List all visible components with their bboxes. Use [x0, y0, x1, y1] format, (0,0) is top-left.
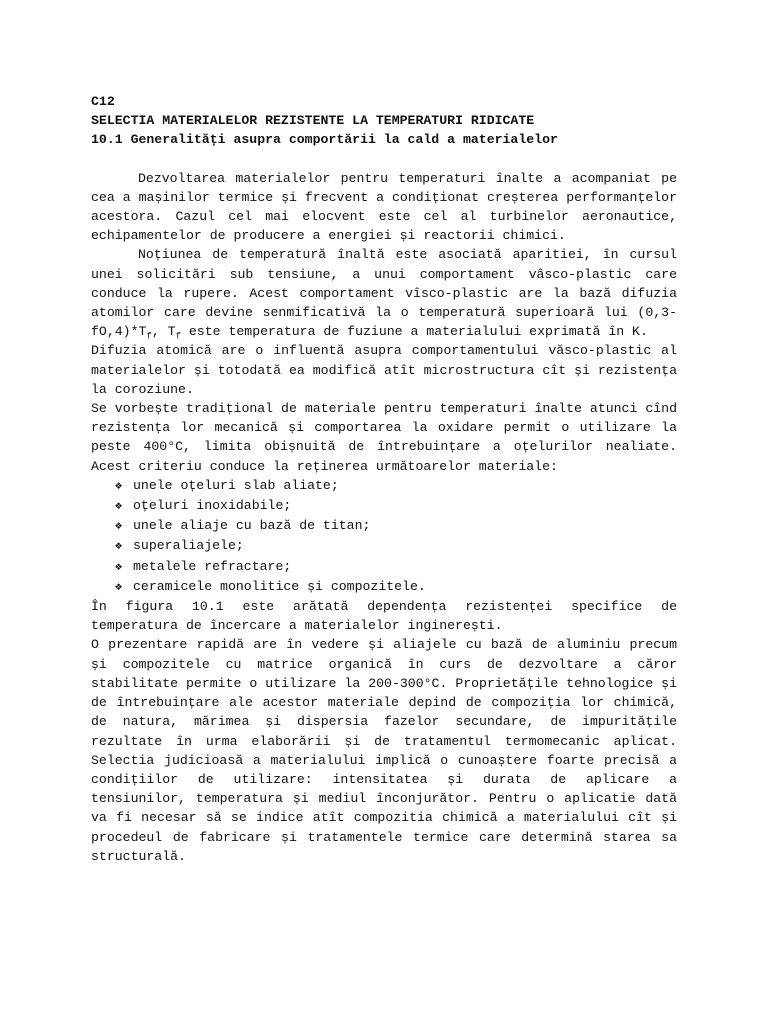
bullet-diamond-icon: ❖ [115, 579, 123, 594]
subscript: f [146, 331, 152, 342]
list-item-label: superaliajele; [133, 538, 244, 554]
list-item [115, 516, 677, 536]
list-item-label: oțeluri inoxidabile; [133, 498, 292, 514]
subscript: f [175, 331, 181, 342]
paragraph-figure-reference: În figura 10.1 este arătată dependența rezistenței specifice de temperatura de încercare a materialelor inginerești. [91, 599, 677, 634]
list-item-label: unele oțeluri slab aliate; [133, 477, 339, 493]
paragraph-diffusion: Difuzia atomică are o influentă asupra comportamentului văsco-plastic al materialelor și totodată ea modifică atît microstructura cît și rezistența la coroziune. [91, 343, 677, 397]
paragraph-overview: O prezentare rapidă are în vedere și aliajele cu bază de aluminiu precum și compozitele cu matrice organică în curs de dezvoltare a căror stabilitate permite o utilizare la 200-300°C. Proprietățile tehnologice și de întrebuințare ale acestor materiale depind de compoziția lor chimică, de natura, mărimea și dispersia fazelor secundare, de impuritățile rezultate în urma elaborării și de tratamentul termomecanic aplicat. Selectia judicioasă a materialului implică o cunoaștere foarte precisă a condițiilor de utilizare: intensitatea și durata de aplicare a tensiunilor, temperatura și mediul înconjurător. Pentru o aplicatie dată va fi necesar să se indice atît compozitia chimică a materialului cît și procedeul de fabricare și tratamentele termice care determină starea sa structurală. [91, 637, 677, 864]
list-item [115, 536, 677, 556]
list-item [115, 476, 677, 496]
bullet-diamond-icon: ❖ [115, 519, 123, 534]
paragraph-intro: Dezvoltarea materialelor pentru temperaturi înalte a acompaniat pe cea a mașinilor termice și frecvent a condiționat creșterea performanțelor acestora. Cazul cel mai elocvent este cel al turbinelor aeronautice, echipamentelor de producere a energiei și reactorii chimici. [91, 170, 677, 244]
section-heading: 10.1 Generalități asupra comportării la cald a materialelor [91, 132, 558, 148]
paragraph-criteria: Se vorbește tradițional de materiale pentru temperaturi înalte atunci cînd rezistența lor mecanică și comportarea la oxidare permit o utilizare la peste 400°C, limita obișnuită de întrebuințare a oțelurilor nealiate. Acest criteriu conduce la reținerea următoarelor materiale: [91, 401, 677, 474]
bullet-diamond-icon: ❖ [115, 478, 123, 493]
materials-list [91, 476, 677, 597]
bullet-diamond-icon: ❖ [115, 559, 123, 574]
list-item [115, 496, 677, 516]
list-item [115, 557, 677, 577]
bullet-diamond-icon: ❖ [115, 539, 123, 554]
bullet-diamond-icon: ❖ [115, 499, 123, 514]
paragraph-high-temperature [91, 245, 677, 341]
chapter-title: SELECTIA MATERIALELOR REZISTENTE LA TEMPERATURI RIDICATE [91, 113, 535, 129]
list-item-label: unele aliaje cu bază de titan; [133, 518, 371, 534]
chapter-code: C12 [91, 94, 115, 109]
paragraph-text: Noțiunea de temperatură înaltă este asociată aparitiei, în cursul unei solicitări sub tensiune, a unui comportament vâsco-plastic care conduce la rupere. Acest comportament vîsco-plastic are la bază difuzia atomilor care devine senmificativă la o temperatură superioară lui (0,3-fO,4)*T [91, 247, 677, 340]
list-item-label: ceramicele monolitice și compozitele. [133, 578, 426, 594]
paragraph-text: este temperatura de fuziune a materialului exprimată în K. [180, 324, 648, 340]
paragraph-text: , T [151, 324, 176, 340]
document-page [91, 92, 677, 866]
list-item-label: metalele refractare; [133, 558, 292, 574]
list-item [115, 577, 677, 597]
